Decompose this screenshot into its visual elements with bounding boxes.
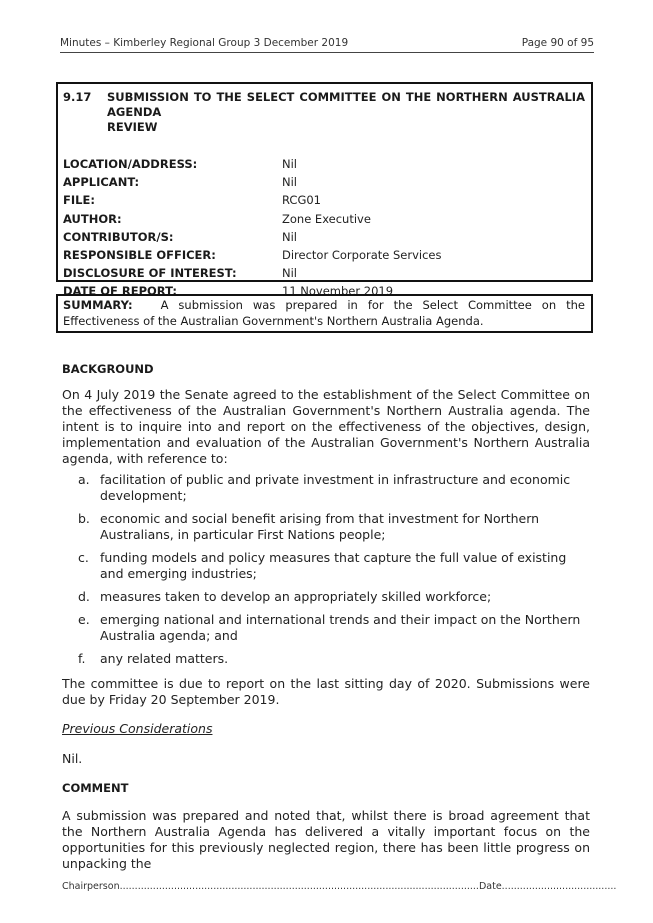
header-title: Minutes – Kimberley Regional Group 3 December 2019	[60, 37, 349, 49]
previous-considerations-text: Nil.	[62, 751, 83, 766]
list-item-text: emerging national and international trends and their impact on the Northern Australia agenda; and	[100, 612, 581, 643]
list-item	[78, 589, 590, 605]
field-value: Nil	[282, 229, 297, 244]
list-item	[78, 550, 590, 582]
item-details-box	[56, 82, 593, 299]
list-item	[78, 651, 590, 667]
comment-heading: COMMENT	[62, 781, 129, 795]
background-closing: The committee is due to report on the last sitting day of 2020. Submissions were due by Friday 20 September 2019.	[62, 676, 590, 707]
item-number: 9.17	[63, 90, 92, 104]
previous-considerations-heading: Previous Considerations	[62, 721, 213, 736]
field-row	[63, 173, 585, 191]
summary-label: SUMMARY:	[63, 298, 133, 312]
list-marker: b.	[78, 511, 90, 526]
field-label: RESPONSIBLE OFFICER:	[63, 248, 216, 263]
field-label: LOCATION/ADDRESS:	[63, 157, 198, 171]
summary-box	[56, 294, 593, 333]
field-value: RCG01	[282, 193, 321, 208]
list-item	[78, 612, 590, 644]
page-number: Page 90 of 95	[521, 37, 594, 49]
date-line: Date......................................	[478, 881, 617, 892]
signature-footer	[62, 881, 616, 892]
item-heading	[63, 90, 585, 120]
previous-considerations-heading-wrap	[62, 721, 590, 737]
field-label: DISCLOSURE OF INTEREST:	[63, 266, 237, 281]
item-title-line2: REVIEW	[107, 120, 158, 134]
field-value: Nil	[282, 266, 297, 281]
field-row	[63, 246, 585, 264]
reference-list	[78, 472, 590, 674]
field-value: 11 November 2019	[282, 284, 394, 299]
list-item-text: measures taken to develop an appropriately skilled workforce;	[100, 589, 492, 604]
field-label: APPLICANT:	[63, 175, 140, 190]
field-label: AUTHOR:	[63, 211, 122, 226]
field-row	[63, 264, 585, 282]
list-item	[78, 472, 590, 504]
item-fields	[63, 155, 585, 301]
field-value: Nil	[282, 175, 297, 190]
list-marker: f.	[78, 651, 86, 666]
comment-text: A submission was prepared and noted that, whilst there is broad agreement that the Northern Australia Agenda has delivered a vitally important focus on the opportunities for this previously neglected region, there has been little progress on unpacking the	[62, 808, 590, 871]
field-row	[63, 210, 585, 228]
field-label: DATE OF REPORT:	[63, 284, 177, 299]
list-item-text: economic and social benefit arising from that investment for Northern Australians, in particular First Nations people;	[100, 511, 540, 542]
list-item	[78, 511, 590, 543]
background-heading: BACKGROUND	[62, 362, 154, 376]
summary-text: A submission was prepared in for the Select Committee on the Effectiveness of the Australian Government's Northern Australia Agenda.	[63, 298, 585, 328]
field-row	[63, 228, 585, 246]
list-item-text: facilitation of public and private investment in infrastructure and economic development;	[100, 472, 571, 503]
field-value: Zone Executive	[282, 211, 371, 226]
field-row	[63, 155, 585, 173]
field-value: Director Corporate Services	[282, 248, 442, 263]
list-item-text: funding models and policy measures that capture the full value of existing and emerging industries;	[100, 550, 567, 581]
item-title-line1: SUBMISSION TO THE SELECT COMMITTEE ON THE NORTHERN AUSTRALIA AGENDA	[107, 90, 585, 119]
page-header	[60, 37, 594, 53]
list-item-text: any related matters.	[100, 651, 229, 666]
field-label: FILE:	[63, 193, 95, 208]
field-row	[63, 191, 585, 209]
background-intro: On 4 July 2019 the Senate agreed to the establishment of the Select Committee on the effectiveness of the Australian Government's Northern Australia agenda. The intent is to inquire into and report on the effectiveness of the objectives, design, implementation and evaluation of the Australian Government's Northern Australia agenda, with reference to:	[62, 387, 590, 466]
list-marker: c.	[78, 550, 89, 565]
list-marker: a.	[78, 472, 90, 487]
field-label: CONTRIBUTOR/S:	[63, 229, 174, 244]
list-marker: d.	[78, 589, 90, 604]
field-value: Nil	[282, 157, 297, 171]
chairperson-line: Chairperson.......................................................................................................................	[62, 881, 479, 892]
list-marker: e.	[78, 612, 90, 627]
